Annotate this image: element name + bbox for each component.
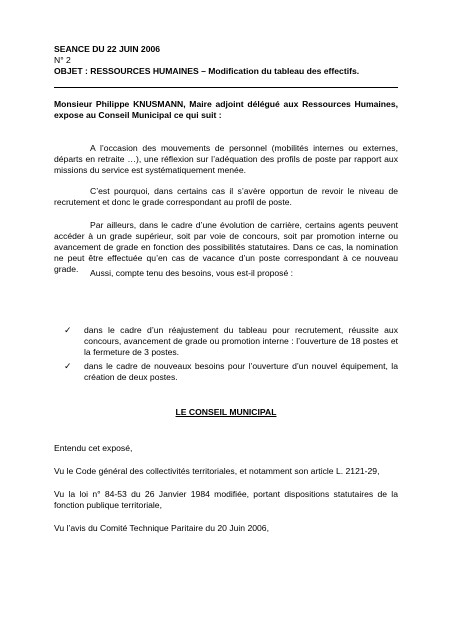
seance-title: SEANCE DU 22 JUIN 2006 [54, 44, 161, 54]
consideration-loi: Vu la loi n° 84-53 du 26 Janvier 1984 modifiée, portant dispositions statutaires de la fonction publique territoriale, [54, 489, 398, 510]
council-heading: LE CONSEIL MUNICIPAL [175, 407, 277, 417]
deliberation-number: N° 2 [54, 55, 71, 65]
paragraph-mouvements: A l’occasion des mouvements de personnel (mobilités internes ou externes, départs en retraite …), une réflexion sur l’adéquation des profils de poste par rapport aux missions du service est systématiquement menée. [54, 143, 398, 175]
consideration-ctp: Vu l’avis du Comité Technique Paritaire du 20 Juin 2006, [54, 523, 269, 533]
paragraph-propose: Aussi, compte tenu des besoins, vous est-il proposé : [90, 268, 294, 278]
check-icon: ✓ [64, 361, 72, 371]
consideration-expose: Entendu cet exposé, [54, 443, 133, 453]
list-item-text: dans le cadre d’un réajustement du tableau pour recrutement, réussite aux concours, avancement de grade ou promotion interne : l’ouverture de 18 postes et la fermeture de 3 postes. [84, 325, 398, 357]
intro-paragraph: Monsieur Philippe KNUSMANN, Maire adjoint délégué aux Ressources Humaines, expose au Conseil Municipal ce qui suit : [54, 99, 398, 120]
list-item-text: dans le cadre de nouveaux besoins pour l’ouverture d’un nouvel équipement, la création de deux postes. [84, 361, 398, 382]
paragraph-carriere: Par ailleurs, dans le cadre d’une évolution de carrière, certains agents peuvent accéder à un grade supérieur, soit par voie de concours, soit par promotion interne ou avancement de grade en fonction des possibilités statutaires. Dans ce cas, la nomination ne peut être effectuée qu’en cas de vacance d’un poste correspondant à ce nouveau grade. [54, 220, 398, 274]
objet-line: OBJET : RESSOURCES HUMAINES – Modification du tableau des effectifs. [54, 66, 360, 76]
paragraph-niveau: C’est pourquoi, dans certains cas il s’avère opportun de revoir le niveau de recrutement et donc le grade correspondant au profil de poste. [54, 186, 398, 207]
consideration-cgct: Vu le Code général des collectivités territoriales, et notamment son article L. 2121-29, [54, 466, 380, 476]
header-divider [54, 87, 398, 88]
check-icon: ✓ [64, 325, 72, 335]
